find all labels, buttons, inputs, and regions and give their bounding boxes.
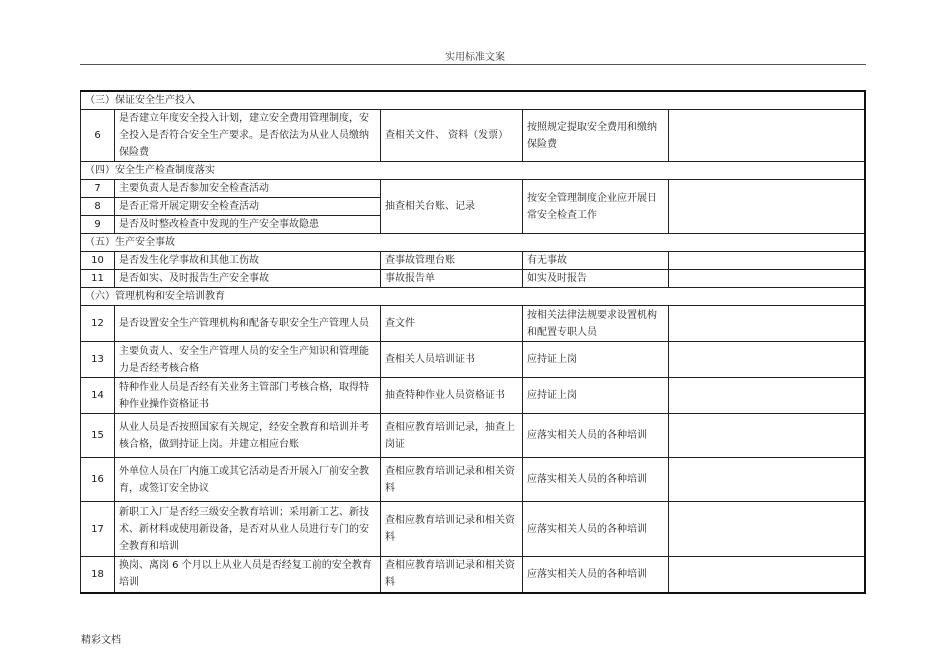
- check-method: 查事故管理台账: [381, 252, 523, 270]
- row-number: 12: [81, 306, 115, 342]
- check-method: 查文件: [381, 306, 523, 342]
- table-row: [81, 252, 865, 270]
- row-number: 10: [81, 252, 115, 270]
- result-cell: [669, 252, 865, 270]
- result-cell: [669, 502, 865, 557]
- check-method: 查相应教育培训记录和相关资料: [381, 502, 523, 557]
- check-standard: 如实及时报告: [523, 270, 669, 288]
- check-item: 是否发生化学事故和其他工伤故: [115, 252, 381, 270]
- row-number: 15: [81, 414, 115, 458]
- header-rule: [80, 64, 866, 65]
- section-row: [81, 234, 865, 252]
- page-header: 实用标准文案: [445, 52, 505, 63]
- row-number: 14: [81, 378, 115, 414]
- table-row: [81, 110, 865, 162]
- check-method: 查相应教育培训记录，抽查上岗证: [381, 414, 523, 458]
- table-row: [81, 458, 865, 502]
- table-row: [81, 378, 865, 414]
- section-row: [81, 288, 865, 306]
- section-row: [81, 91, 865, 110]
- page-footer: 精彩文档: [81, 635, 121, 646]
- result-cell: [669, 270, 865, 288]
- check-method: 事故报告单: [381, 270, 523, 288]
- table-row: [81, 502, 865, 557]
- row-number: 9: [81, 216, 115, 234]
- row-number: 18: [81, 557, 115, 593]
- result-cell: [669, 458, 865, 502]
- table-row: [81, 270, 865, 288]
- check-item: 主要负责人是否参加安全检查活动: [115, 180, 381, 198]
- check-item: 是否正常开展定期安全检查活动: [115, 198, 381, 216]
- check-standard: 按照规定提取安全费用和缴纳保险费: [523, 110, 669, 162]
- check-item: 换岗、离岗 6 个月以上从业人员是否经复工前的安全教育培训: [115, 557, 381, 593]
- row-number: 13: [81, 342, 115, 378]
- check-standard: 应持证上岗: [523, 342, 669, 378]
- section-title: （五）生产安全事故: [81, 234, 865, 252]
- section-title: （三）保证安全生产投入: [81, 91, 865, 110]
- check-method: 查相关人员培训证书: [381, 342, 523, 378]
- check-method: 查相关文件、 资料（发票）: [381, 110, 523, 162]
- section-title: （六）管理机构和安全培训教育: [81, 288, 865, 306]
- check-standard: 应落实相关人员的各种培训: [523, 557, 669, 593]
- check-method: 查相应教育培训记录和相关资料: [381, 458, 523, 502]
- table-row: [81, 342, 865, 378]
- check-method: 查相应教育培训记录和相关资料: [381, 557, 523, 593]
- check-standard: 应落实相关人员的各种培训: [523, 458, 669, 502]
- result-cell: [669, 378, 865, 414]
- check-standard: 应持证上岗: [523, 378, 669, 414]
- row-number: 7: [81, 180, 115, 198]
- check-item: 从业人员是否按照国家有关规定，经安全教育和培训并考核合格，做到持证上岗。并建立相应台账: [115, 414, 381, 458]
- row-number: 16: [81, 458, 115, 502]
- row-number: 11: [81, 270, 115, 288]
- check-item: 新职工入厂是否经三级安全教育培训；采用新工艺、新技术、新材料或使用新设备，是否对从业人员进行专门的安全教育和培训: [115, 502, 381, 557]
- check-item: 主要负责人、安全生产管理人员的安全生产知识和管理能力是否经考核合格: [115, 342, 381, 378]
- row-number: 8: [81, 198, 115, 216]
- result-cell: [669, 342, 865, 378]
- inspection-table: [80, 90, 866, 594]
- result-cell: [669, 180, 865, 234]
- row-number: 6: [81, 110, 115, 162]
- check-standard: 按相关法律法规要求设置机构和配置专职人员: [523, 306, 669, 342]
- check-standard: 有无事故: [523, 252, 669, 270]
- table-row: [81, 557, 865, 593]
- row-number: 17: [81, 502, 115, 557]
- check-item: 特种作业人员是否经有关业务主管部门考核合格，取得特种作业操作资格证书: [115, 378, 381, 414]
- result-cell: [669, 110, 865, 162]
- check-standard: 按安全管理制度企业应开展日常安全检查工作: [523, 180, 669, 234]
- result-cell: [669, 557, 865, 593]
- check-method: 抽查相关台账、记录: [381, 180, 523, 234]
- table-row: [81, 306, 865, 342]
- check-item: 是否设置安全生产管理机构和配备专职安全生产管理人员: [115, 306, 381, 342]
- result-cell: [669, 414, 865, 458]
- section-row: [81, 162, 865, 180]
- check-item: 是否建立年度安全投入计划，建立安全费用管理制度，安全投入是否符合安全生产要求。是否依法为从业人员缴纳保险费: [115, 110, 381, 162]
- section-title: （四）安全生产检查制度落实: [81, 162, 865, 180]
- table-row: [81, 180, 865, 198]
- check-item: 是否如实、及时报告生产安全事故: [115, 270, 381, 288]
- check-standard: 应落实相关人员的各种培训: [523, 502, 669, 557]
- table-row: [81, 414, 865, 458]
- check-method: 抽查特种作业人员资格证书: [381, 378, 523, 414]
- check-item: 是否及时整改检查中发现的生产安全事故隐患: [115, 216, 381, 234]
- check-item: 外单位人员在厂内施工或其它活动是否开展入厂前安全教育，或签订安全协议: [115, 458, 381, 502]
- result-cell: [669, 306, 865, 342]
- check-standard: 应落实相关人员的各种培训: [523, 414, 669, 458]
